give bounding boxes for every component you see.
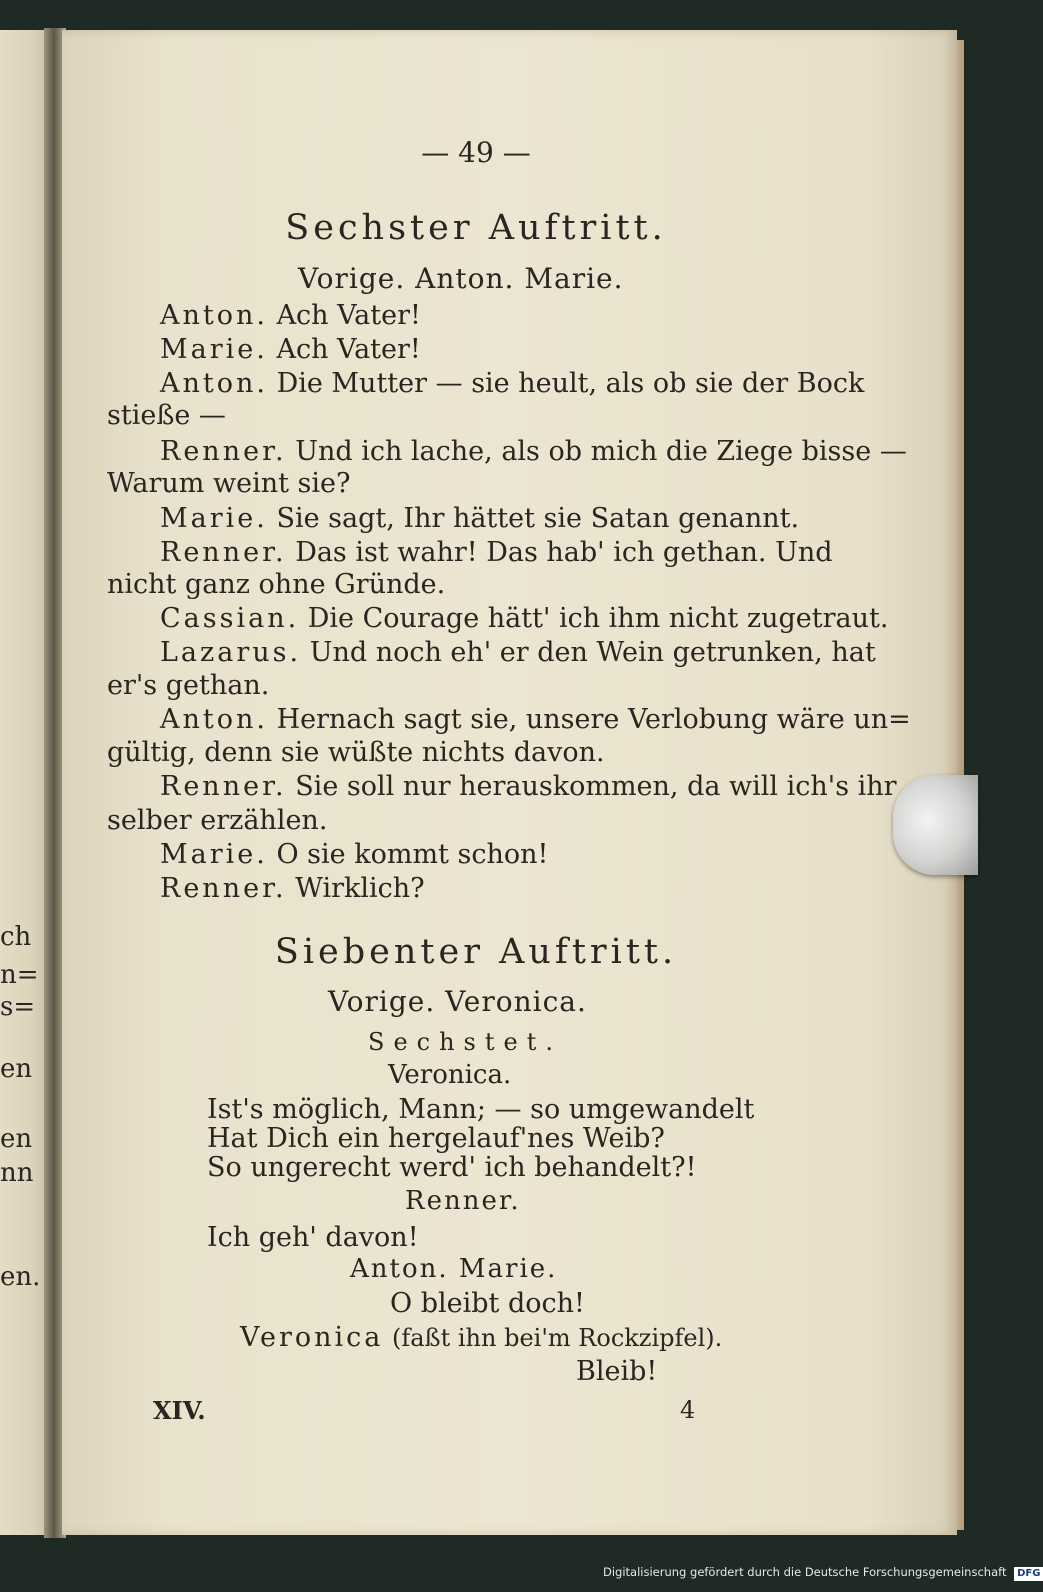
dfg-logo: DFG: [1014, 1567, 1043, 1581]
dialogue-line: [160, 704, 911, 735]
page-clip: [893, 775, 978, 875]
dialogue-line: [160, 436, 907, 467]
dialogue-line: [160, 873, 425, 904]
dialogue-text: Das ist wahr! Das hab' ich gethan. Und: [295, 537, 833, 568]
left-page-fragment: s=: [0, 992, 36, 1022]
speaker-name: Anton.: [160, 300, 268, 331]
dialogue-line: [160, 603, 888, 634]
dialogue-text: Die Courage hätt' ich ihm nicht zugetraut.: [307, 603, 889, 634]
speaker-name: Marie.: [160, 839, 268, 870]
dialogue-continuation: Warum weint sie?: [107, 468, 351, 499]
left-page-fragment: ch: [0, 922, 32, 952]
dialogue-line: [160, 503, 799, 534]
verse-line: Hat Dich ein hergelauf'nes Weib?: [207, 1123, 665, 1154]
left-page-fragment: n=: [0, 960, 39, 990]
scene-heading: Siebenter Auftritt.: [274, 932, 678, 972]
speaker-name: Cassian.: [160, 603, 300, 634]
speaker-name: Anton.: [160, 368, 268, 399]
speaker-name: Lazarus.: [160, 637, 302, 668]
credit-text: Digitalisierung gefördert durch die Deutsche Forschungsgemeinschaft: [603, 1565, 1007, 1579]
dialogue-continuation: er's gethan.: [107, 670, 270, 701]
speaker-name: Marie.: [160, 334, 268, 365]
verse-line: So ungerecht werd' ich behandelt?!: [207, 1152, 697, 1183]
cast-list: Vorige. Anton. Marie.: [298, 262, 624, 295]
dialogue-line: [160, 839, 548, 870]
dialogue-continuation: gültig, denn sie wüßte nichts davon.: [107, 737, 605, 768]
verse-line: Bleib!: [576, 1356, 658, 1387]
dialogue-text: Und ich lache, als ob mich die Ziege bisse —: [295, 436, 907, 467]
speaker-name: Renner.: [160, 873, 287, 904]
dialogue-text: Die Mutter — sie heult, als ob sie der Bock: [276, 368, 865, 399]
speaker-name: Renner.: [160, 771, 287, 802]
dialogue-text: Und noch eh' er den Wein getrunken, hat: [309, 637, 876, 668]
dialogue-line: [160, 537, 833, 568]
left-page-fragment: nn: [0, 1158, 34, 1188]
stage-direction: (faßt ihn bei'm Rockzipfel).: [392, 1324, 723, 1352]
dialogue-line: [160, 771, 897, 802]
dialogue-text: Ach Vater!: [276, 334, 421, 365]
musical-number: Sechstet.: [368, 1028, 562, 1056]
digitization-credit: [603, 1560, 1041, 1584]
dialogue-text: Ach Vater!: [276, 300, 421, 331]
dialogue-continuation: stieße —: [107, 400, 226, 431]
verse-line: O bleibt doch!: [390, 1288, 585, 1319]
singer-name: Renner.: [405, 1186, 521, 1216]
dialogue-continuation: selber erzählen.: [107, 805, 328, 836]
dialogue-line: [160, 368, 864, 399]
dialogue-line: [160, 300, 421, 331]
dialogue-line: [160, 334, 421, 365]
dialogue-continuation: nicht ganz ohne Gründe.: [107, 569, 446, 600]
dialogue-line: [240, 1322, 722, 1353]
dialogue-text: Sie soll nur herauskommen, da will ich's ihr: [295, 771, 897, 802]
speaker-name: Renner.: [160, 436, 287, 467]
page-number: — 49 —: [421, 136, 531, 169]
verse-line: Ist's möglich, Mann; — so umgewandelt: [207, 1094, 755, 1125]
left-page-fragment: en: [0, 1124, 33, 1154]
cast-list: Vorige. Veronica.: [328, 985, 587, 1018]
verse-line: Ich geh' davon!: [207, 1222, 419, 1253]
signature-number: 4: [680, 1396, 696, 1424]
left-page-fragment: en.: [0, 1262, 41, 1292]
dialogue-text: Wirklich?: [295, 873, 425, 904]
dialogue-text: Sie sagt, Ihr hättet sie Satan genannt.: [276, 503, 800, 534]
dialogue-text: O sie kommt schon!: [276, 839, 549, 870]
speaker-name: Marie.: [160, 503, 268, 534]
speaker-name: Renner.: [160, 537, 287, 568]
dialogue-text: Hernach sagt sie, unsere Verlobung wäre un=: [276, 704, 911, 735]
signature-mark: XIV.: [153, 1396, 206, 1425]
dialogue-line: [160, 637, 876, 668]
left-page-fragment: en: [0, 1054, 33, 1084]
singer-name: Anton. Marie.: [350, 1254, 558, 1284]
singer-name: Veronica.: [388, 1060, 512, 1090]
speaker-name: Anton.: [160, 704, 268, 735]
scene-heading: Sechster Auftritt.: [285, 208, 667, 248]
singer-name: Veronica: [240, 1322, 384, 1353]
